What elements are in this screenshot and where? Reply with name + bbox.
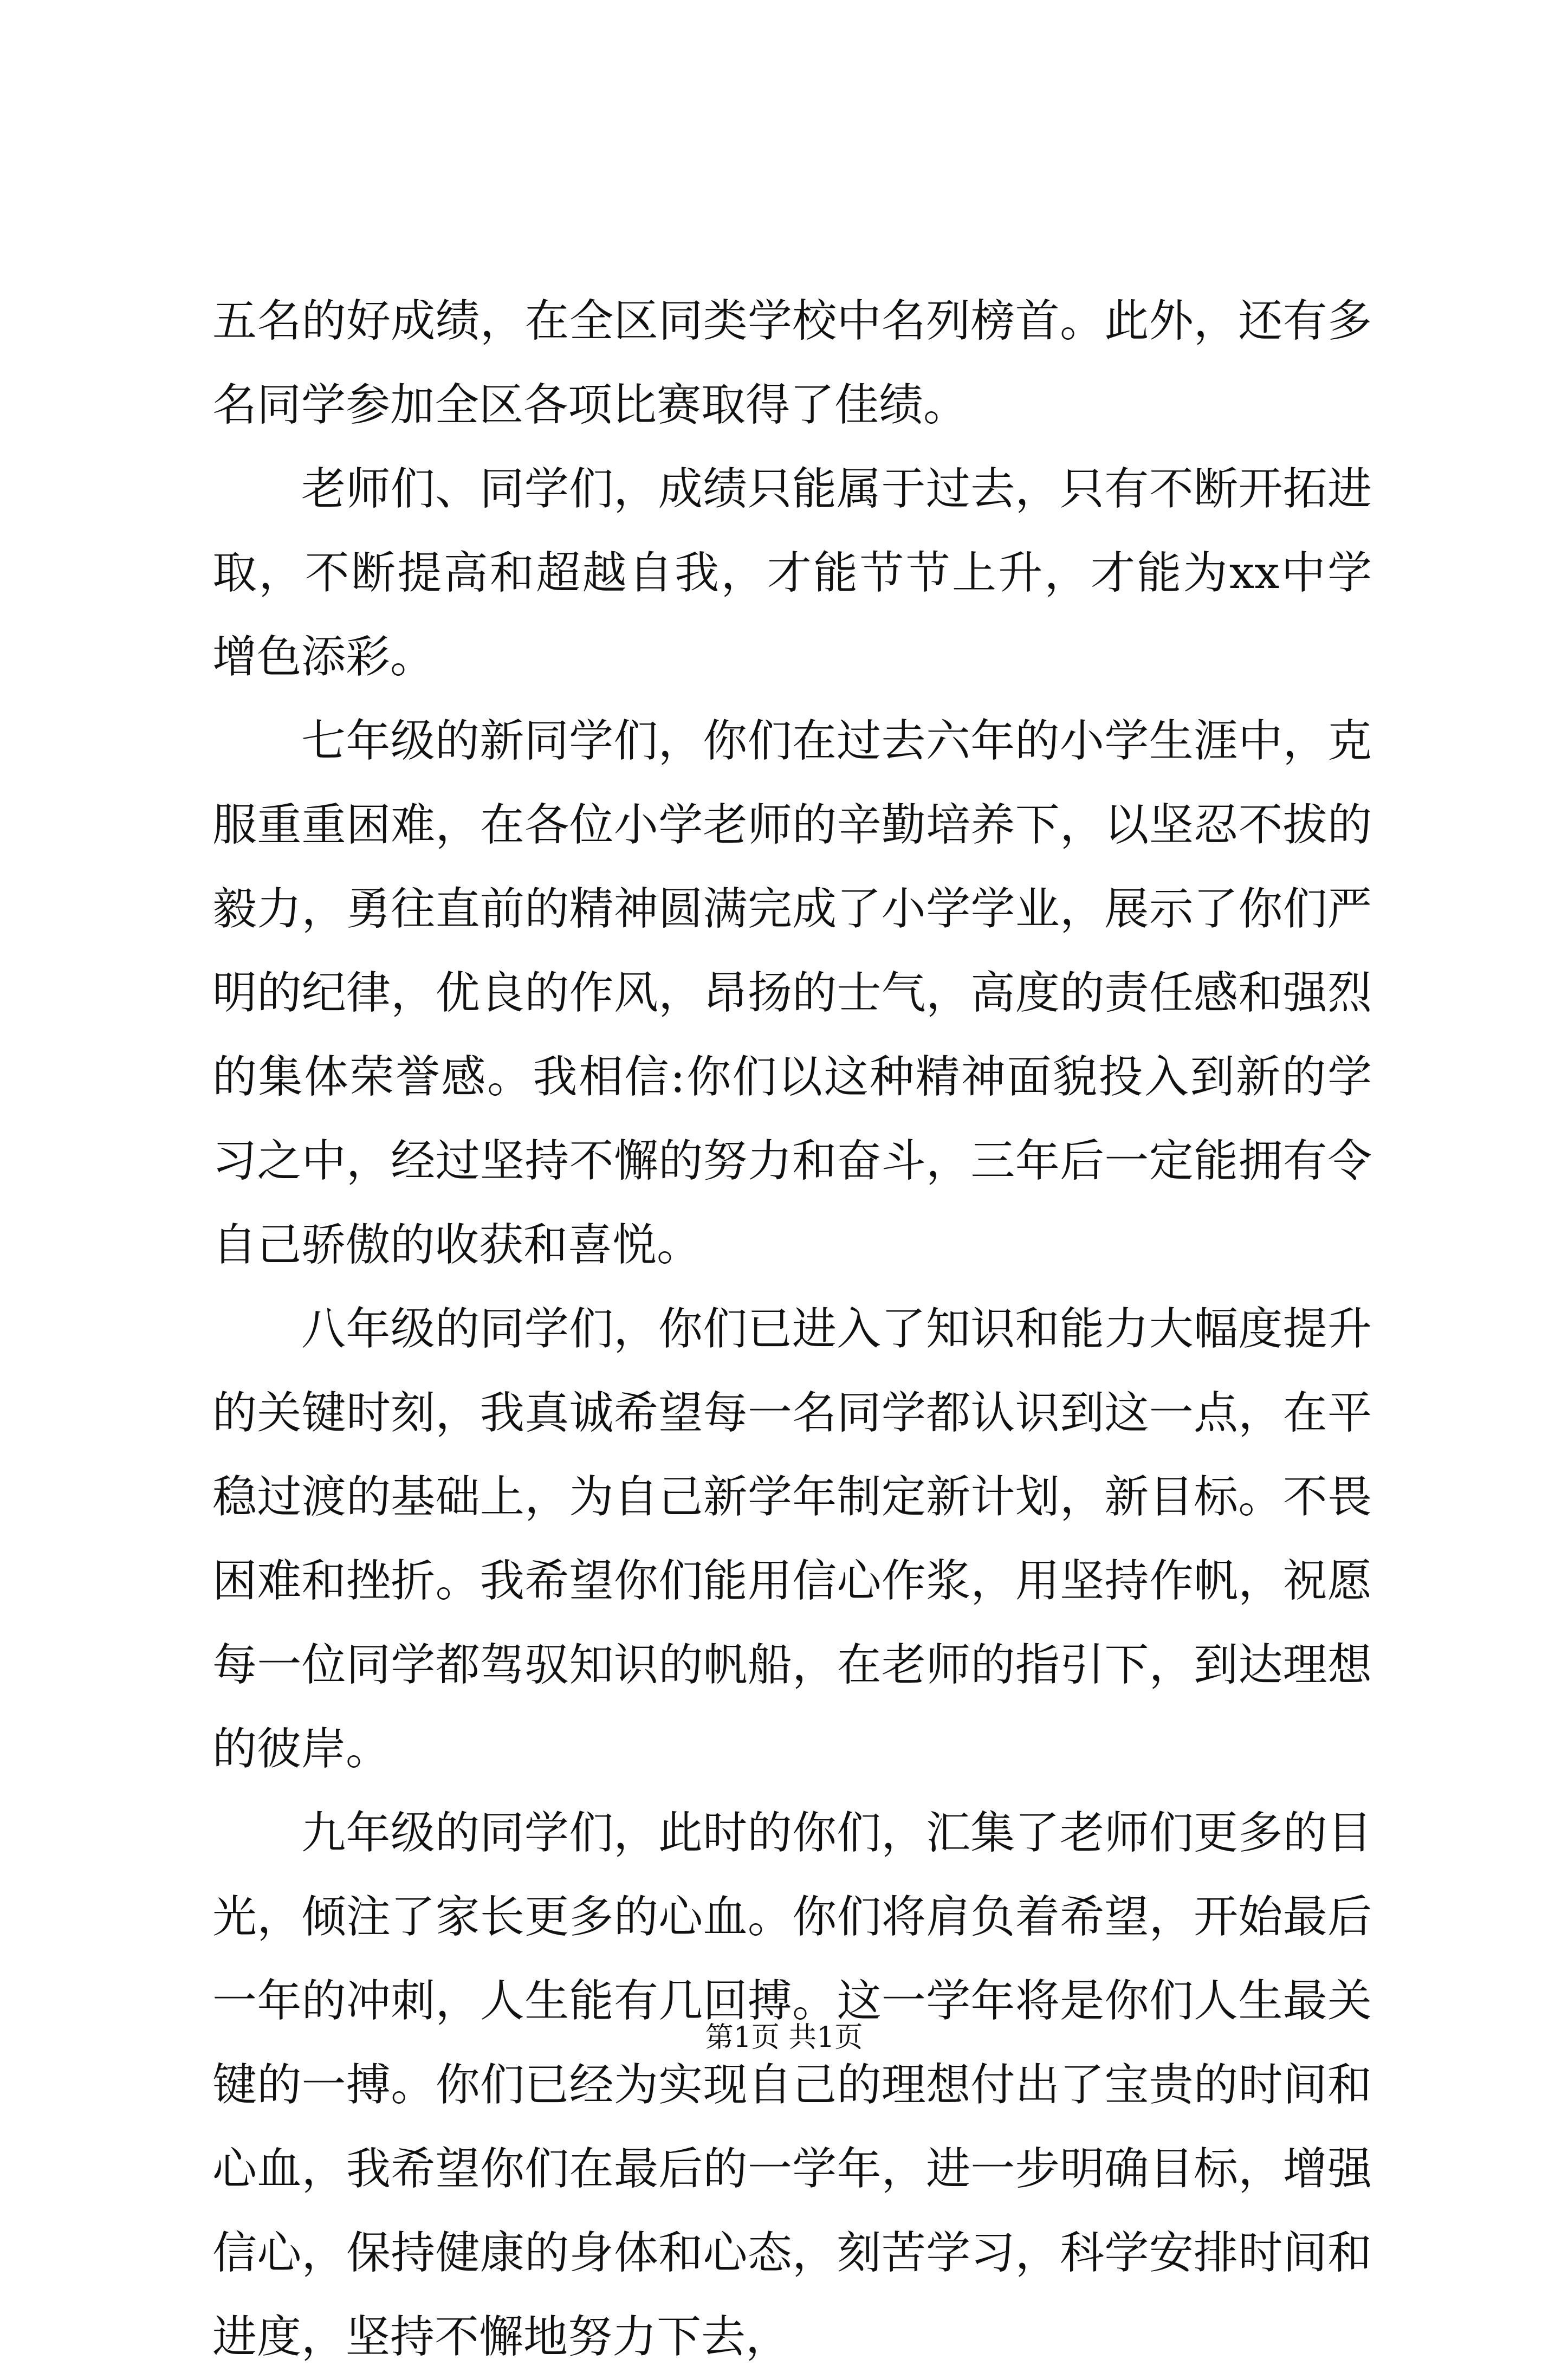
document-body xyxy=(212,279,1372,2379)
page-number-label: 第1页 共1页 xyxy=(705,2021,863,2054)
paragraph-1: 五名的好成绩，在全区同类学校中名列榜首。此外，还有多名同学参加全区各项比赛取得了佳绩。 xyxy=(212,295,1372,431)
page-footer xyxy=(0,2019,1568,2057)
paragraph-2: 老师们、同学们，成绩只能属于过去，只有不断开拓进取，不断提高和超越自我，才能节节上升，才能为xx中学增色添彩。 xyxy=(212,463,1372,683)
paragraph-3: 七年级的新同学们，你们在过去六年的小学生涯中，克服重重困难，在各位小学老师的辛勤培养下，以坚忍不拔的毅力，勇往直前的精神圆满完成了小学学业，展示了你们严明的纪律，优良的作风，昂扬的士气，高度的责任感和强烈的集体荣誉感。我相信:你们以这种精神面貌投入到新的学习之中，经过坚持不懈的努力和奋斗，三年后一定能拥有令自己骄傲的收获和喜悦。 xyxy=(212,715,1372,1271)
paragraph-5: 九年级的同学们，此时的你们，汇集了老师们更多的目光，倾注了家长更多的心血。你们将肩负着希望，开始最后一年的冲刺，人生能有几回搏。这一学年将是你们人生最关键的一搏。你们已经为实现自己的理想付出了宝贵的时间和心血，我希望你们在最后的一学年，进一步明确目标，增强信心，保持健康的身体和心态，刻苦学习，科学安排时间和进度，坚持不懈地努力下去， xyxy=(212,1807,1372,2363)
paragraph-4: 八年级的同学们，你们已进入了知识和能力大幅度提升的关键时刻，我真诚希望每一名同学都认识到这一点，在平稳过渡的基础上，为自己新学年制定新计划，新目标。不畏困难和挫折。我希望你们能用信心作浆，用坚持作帆，祝愿每一位同学都驾驭知识的帆船，在老师的指引下，到达理想的彼岸。 xyxy=(212,1303,1372,1775)
